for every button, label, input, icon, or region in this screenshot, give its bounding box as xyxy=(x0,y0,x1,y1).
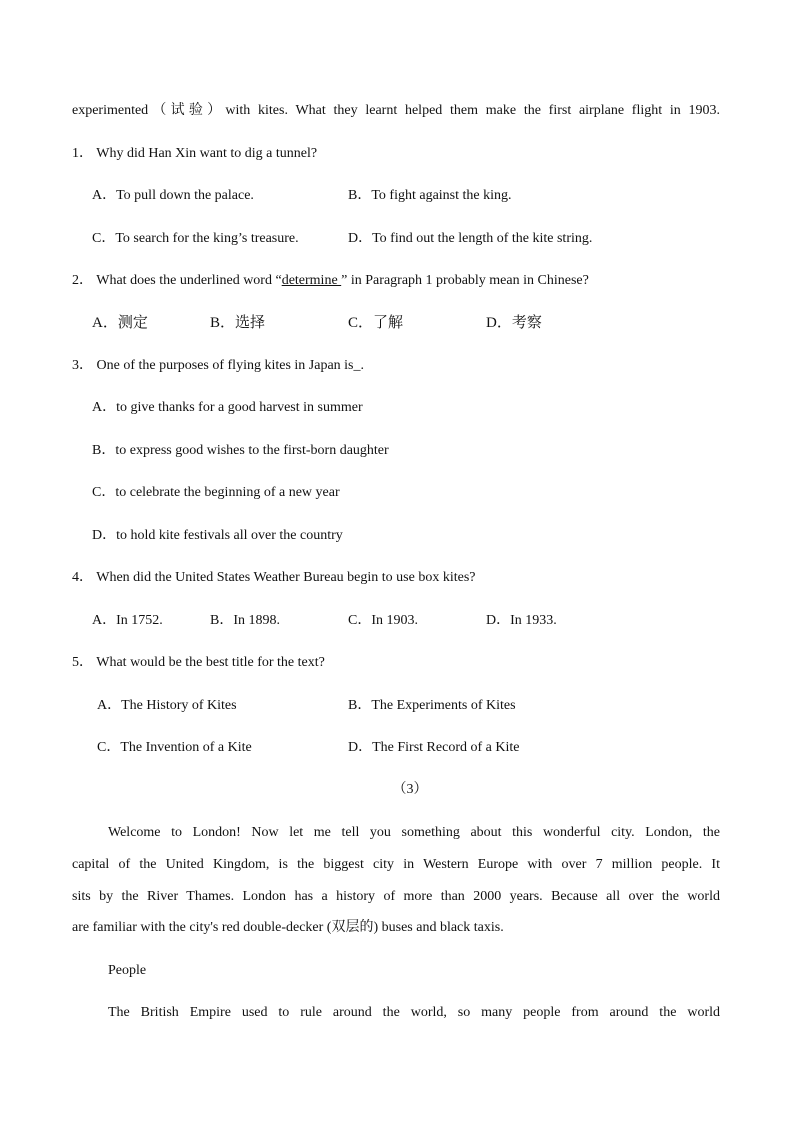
question-3-option-b[interactable]: B．to express good wishes to the first-born daughter xyxy=(92,443,389,458)
question-3-option-d[interactable]: D．to hold kite festivals all over the country xyxy=(92,528,343,543)
question-4-option-d[interactable]: D．In 1933. xyxy=(486,613,557,628)
question-3-stem: 3． One of the purposes of flying kites in Japan is_. xyxy=(72,358,365,373)
question-2-option-b[interactable]: B．选择 xyxy=(210,315,266,331)
question-1-option-b[interactable]: B．To fight against the king. xyxy=(348,188,512,203)
question-2-option-c[interactable]: C．了解 xyxy=(348,315,404,331)
question-2-option-d[interactable]: D．考察 xyxy=(486,315,542,331)
question-5-option-c[interactable]: C．The Invention of a Kite xyxy=(97,740,252,755)
question-4-stem: 4． When did the United States Weather Bureau begin to use box kites? xyxy=(72,570,476,585)
passage-people-line-1: The British Empire used to rule around the world, so many people from around the world xyxy=(108,1005,720,1020)
passage-line-2: capital of the United Kingdom, is the biggest city in Western Europe with over 7 million people. It xyxy=(72,857,720,872)
passage-line-3: sits by the River Thames. London has a history of more than 2000 years. Because all over the world xyxy=(72,889,720,904)
question-3-option-a[interactable]: A．to give thanks for a good harvest in summer xyxy=(92,400,363,415)
question-5-stem: 5． What would be the best title for the text? xyxy=(72,655,325,670)
question-1-option-a[interactable]: A．To pull down the palace. xyxy=(92,188,254,203)
question-2-stem-after: ” in Paragraph 1 probably mean in Chinese? xyxy=(341,273,589,288)
intro-line: experimented（试验）with kites. What they learnt helped them make the first airplane flight in 1903. xyxy=(72,103,720,118)
question-5-option-d[interactable]: D．The First Record of a Kite xyxy=(348,740,520,755)
question-1-option-c[interactable]: C．To search for the king’s treasure. xyxy=(92,231,299,246)
section-number: （3） xyxy=(392,782,428,797)
passage-line-4: are familiar with the city's red double-decker (双层的) buses and black taxis. xyxy=(72,920,504,935)
question-2-option-a[interactable]: A．测定 xyxy=(92,315,148,331)
question-2-stem-before: 2． What does the underlined word “ xyxy=(72,273,282,288)
question-5-option-b[interactable]: B．The Experiments of Kites xyxy=(348,698,516,713)
question-2-stem xyxy=(72,272,589,290)
underlined-word: determine xyxy=(281,273,342,288)
passage-heading-people: People xyxy=(108,963,147,978)
passage-line-1: Welcome to London! Now let me tell you something about this wonderful city. London, the xyxy=(108,825,720,840)
question-1-stem: 1． Why did Han Xin want to dig a tunnel? xyxy=(72,146,318,161)
question-1-option-d[interactable]: D．To find out the length of the kite string. xyxy=(348,231,593,246)
question-3-option-c[interactable]: C．to celebrate the beginning of a new year xyxy=(92,485,340,500)
question-4-option-a[interactable]: A．In 1752. xyxy=(92,613,163,628)
question-5-option-a[interactable]: A．The History of Kites xyxy=(97,698,237,713)
question-4-option-c[interactable]: C．In 1903. xyxy=(348,613,418,628)
question-4-option-b[interactable]: B．In 1898. xyxy=(210,613,280,628)
